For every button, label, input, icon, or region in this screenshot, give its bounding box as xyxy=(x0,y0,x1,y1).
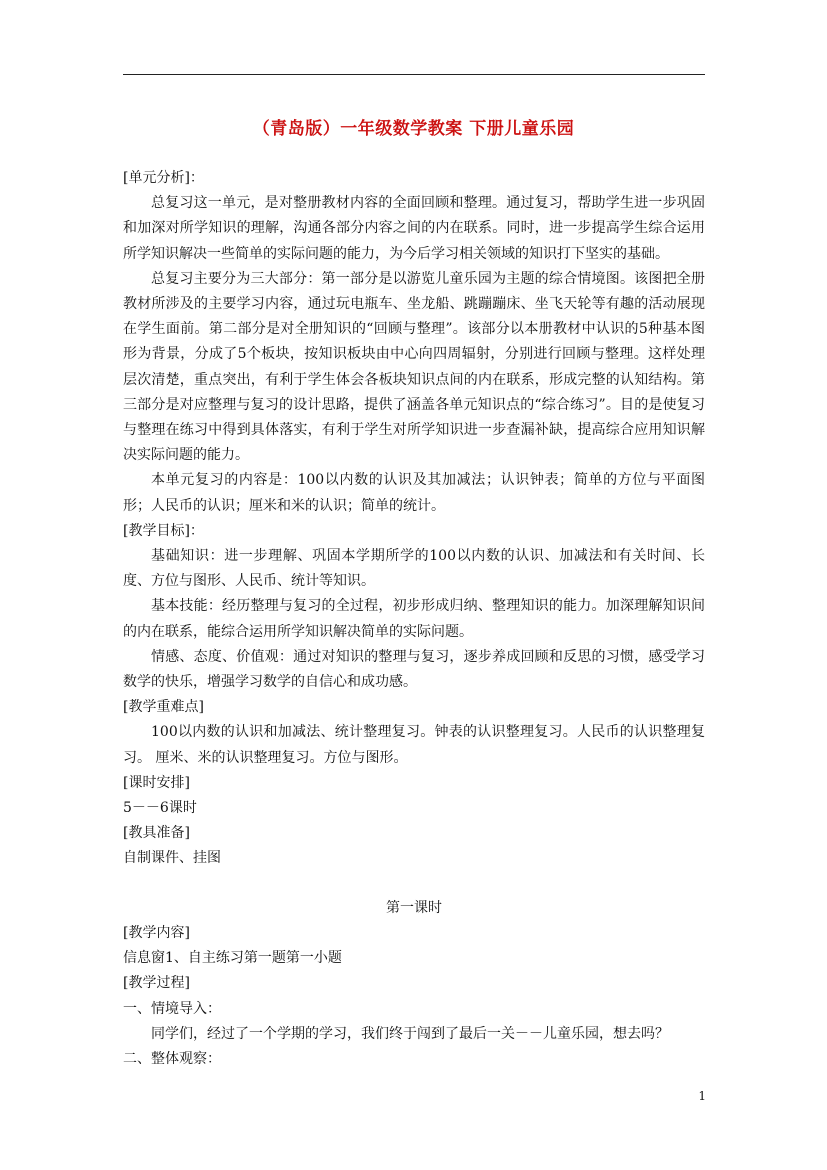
goals-paragraph-1: 基础知识：进一步理解、巩固本学期所学的100以内数的认识、加减法和有关时间、长度、方位与图形、人民币、统计等知识。 xyxy=(123,548,705,590)
content-heading: [教学内容] xyxy=(123,924,190,941)
document-body xyxy=(123,166,705,1072)
materials-value: 自制课件、挂图 xyxy=(123,850,221,867)
document-title: （青岛版）一年级数学教案 下册儿童乐园 xyxy=(252,119,575,139)
goals-heading: [教学目标]： xyxy=(123,522,204,539)
goals-paragraph-2: 基本技能：经历整理与复习的全过程，初步形成归纳、整理知识的能力。加深理解知识间的内在联系，能综合运用所学知识解决简单的实际问题。 xyxy=(123,598,705,640)
unit-analysis-paragraph-1: 总复习这一单元，是对整册教材内容的全面回顾和整理。通过复习，帮助学生进一步巩固和加深对所学知识的理解，沟通各部分内容之间的内在联系。同时，进一步提高学生综合运用所学知识解决一些简单的实际问题的能力，为今后学习相关领域的知识打下坚实的基础。 xyxy=(123,195,705,262)
process-heading: [教学过程] xyxy=(123,975,190,992)
key-points-heading: [教学重难点] xyxy=(123,699,204,716)
materials-heading: [教具准备] xyxy=(123,825,190,842)
page-number: 1 xyxy=(698,1089,706,1103)
unit-analysis-heading: [单元分析]： xyxy=(123,170,204,186)
step-2-heading: 二、整体观察： xyxy=(123,1050,221,1067)
lesson-title: 第一课时 xyxy=(386,899,442,916)
header-rule xyxy=(123,74,705,75)
key-points-paragraph: 100以内数的认识和加减法、统计整理复习。钟表的认识整理复习。人民币的认识整理复习。 厘米、米的认识整理复习。方位与图形。 xyxy=(123,724,705,766)
content-value: 信息窗1、自主练习第一题第一小题 xyxy=(123,950,342,967)
schedule-value: 5－－6课时 xyxy=(123,800,197,817)
unit-analysis-paragraph-3: 本单元复习的内容是：100以内数的认识及其加减法；认识钟表；简单的方位与平面图形；人民币的认识；厘米和米的认识；简单的统计。 xyxy=(123,472,705,514)
goals-paragraph-3: 情感、态度、价值观：通过对知识的整理与复习，逐步养成回顾和反思的习惯，感受学习数学的快乐，增强学习数学的自信心和成功感。 xyxy=(123,648,705,691)
step-1-heading: 一、情境导入： xyxy=(123,1000,221,1017)
schedule-heading: [课时安排] xyxy=(123,774,190,791)
unit-analysis-paragraph-2: 总复习主要分为三大部分：第一部分是以游览儿童乐园为主题的综合情境图。该图把全册教材所涉及的主要学习内容，通过玩电瓶车、坐龙船、跳蹦蹦床、坐飞天轮等有趣的活动展现在学生面前。第二部分是对全册知识的“回顾与整理”。该部分以本册教材中认识的5种基本图形为背景，分成了5个板块，按知识板块由中心向四周辐射，分别进行回顾与整理。这样处理层次清楚，重点突出，有利于学生体会各板块知识点间的内在联系，形成完整的认知结构。第三部分是对应整理与复习的设计思路，提供了涵盖各单元知识点的“综合练习”。目的是使复习与整理在练习中得到具体落实，有利于学生对所学知识进一步查漏补缺，提高综合应用知识解决实际问题的能力。 xyxy=(123,270,705,464)
step-1-text: 同学们，经过了一个学期的学习，我们终于闯到了最后一关－－儿童乐园，想去吗？ xyxy=(151,1025,669,1042)
